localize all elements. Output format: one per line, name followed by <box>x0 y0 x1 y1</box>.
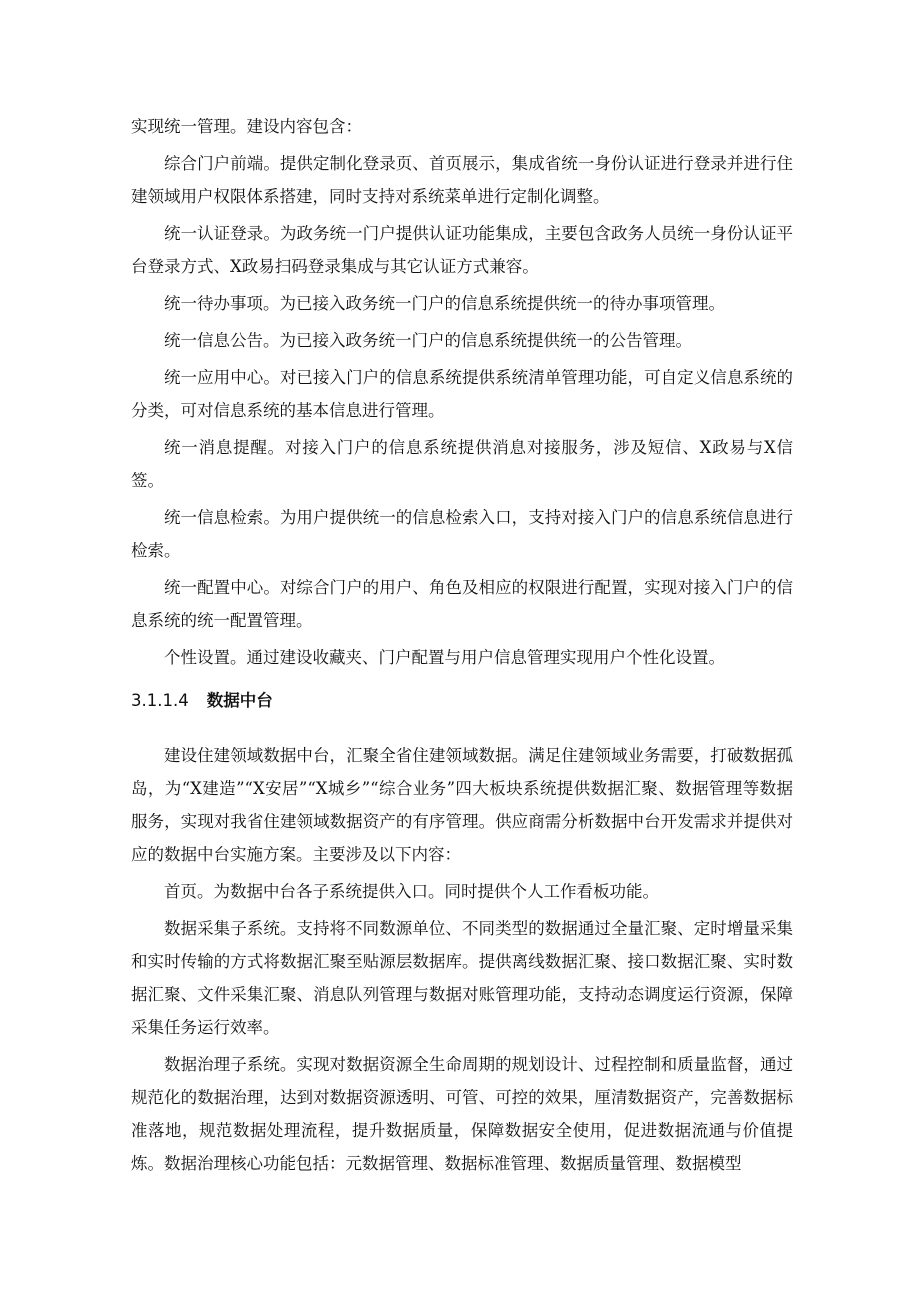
paragraph: 建设住建领域数据中台，汇聚全省住建领域数据。满足住建领域业务需要，打破数据孤岛，为“X建造”“X安居”“X城乡”“综合业务”四大板块系统提供数据汇聚、数据管理等数据服务，实现对我省住建领域数据资产的有序管理。供应商需分析数据中台开发需求并提供对应的数据中台实施方案。主要涉及以下内容： <box>131 746 793 864</box>
paragraph: 统一认证登录。为政务统一门户提供认证功能集成，主要包含政务人员统一身份认证平台登录方式、X政易扫码登录集成与其它认证方式兼容。 <box>131 224 793 276</box>
paragraph: 实现统一管理。建设内容包含： <box>131 117 362 136</box>
paragraph: 统一信息检索。为用户提供统一的信息检索入口，支持对接入门户的信息系统信息进行检索。 <box>131 508 793 560</box>
section-number: 3.1.1.4 <box>131 691 189 710</box>
paragraph: 首页。为数据中台各子系统提供入口。同时提供个人工作看板功能。 <box>164 882 659 901</box>
paragraph: 数据治理子系统。实现对数据资源全生命周期的规划设计、过程控制和质量监督，通过规范化的数据治理，达到对数据资源透明、可管、可控的效果，厘清数据资产，完善数据标准落地，规范数据处理流程，提升数据质量，保障数据安全使用，促进数据流通与价值提炼。数据治理核心功能包括：元数据管理、数据标准管理、数据质量管理、数据模型 <box>131 1055 793 1173</box>
section-heading <box>131 684 793 717</box>
paragraph: 个性设置。通过建设收藏夹、门户配置与用户信息管理实现用户个性化设置。 <box>164 648 725 667</box>
paragraph: 综合门户前端。提供定制化登录页、首页展示，集成省统一身份认证进行登录并进行住建领域用户权限体系搭建，同时支持对系统菜单进行定制化调整。 <box>131 154 793 206</box>
section-title: 数据中台 <box>206 691 273 710</box>
paragraph: 统一待办事项。为已接入政务统一门户的信息系统提供统一的待办事项管理。 <box>164 294 725 313</box>
paragraph: 统一信息公告。为已接入政务统一门户的信息系统提供统一的公告管理。 <box>164 331 692 350</box>
section-body-after <box>131 739 793 1180</box>
paragraph: 数据采集子系统。支持将不同数源单位、不同类型的数据通过全量汇聚、定时增量采集和实时传输的方式将数据汇聚至贴源层数据库。提供离线数据汇聚、接口数据汇聚、实时数据汇聚、文件采集汇聚、消息队列管理与数据对账管理功能，支持动态调度运行资源，保障采集任务运行效率。 <box>131 919 793 1037</box>
paragraph: 统一配置中心。对综合门户的用户、角色及相应的权限进行配置，实现对接入门户的信息系统的统一配置管理。 <box>131 578 793 630</box>
paragraph: 统一应用中心。对已接入门户的信息系统提供系统清单管理功能，可自定义信息系统的分类，可对信息系统的基本信息进行管理。 <box>131 368 793 420</box>
paragraph: 统一消息提醒。对接入门户的信息系统提供消息对接服务，涉及短信、X政易与X信签。 <box>131 438 793 490</box>
section-body-before <box>131 110 793 674</box>
document-page <box>131 110 793 1184</box>
